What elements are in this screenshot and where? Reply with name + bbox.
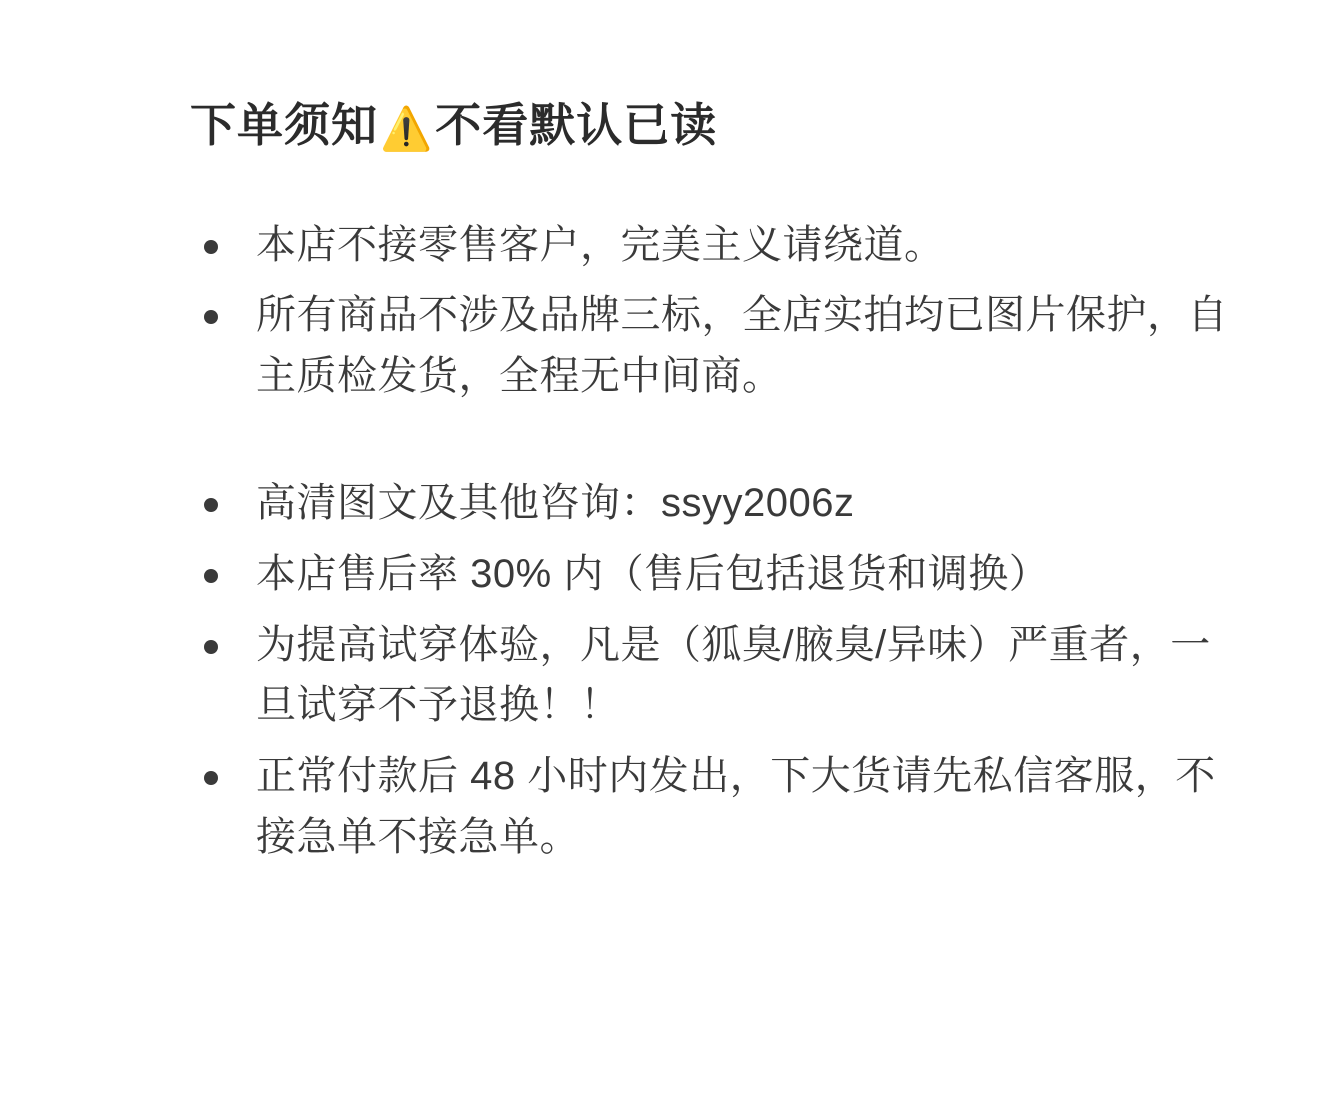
bullet-dot-icon	[204, 498, 218, 512]
list-item	[190, 544, 1240, 605]
section-divider	[190, 417, 1240, 473]
list-item	[190, 285, 1240, 407]
list-item	[190, 473, 1240, 534]
page-title	[190, 96, 1240, 157]
bullet-dot-icon	[204, 240, 218, 254]
bullet-dot-icon	[204, 640, 218, 654]
list-item-text: 本店售后率 30% 内（售后包括退货和调换）	[256, 551, 1050, 596]
list-item-text: 正常付款后 48 小时内发出，下大货请先私信客服，不接急单不接急单。	[256, 754, 1216, 859]
page-title-prefix: 下单须知	[190, 99, 378, 151]
list-item	[190, 615, 1240, 737]
notice-list-group-two	[190, 473, 1240, 868]
bullet-dot-icon	[204, 310, 218, 324]
list-item-text: 高清图文及其他咨询：ssyy2006z	[256, 480, 855, 525]
list-item-text: 本店不接零售客户，完美主义请绕道。	[256, 222, 945, 267]
list-item	[190, 746, 1240, 868]
notice-list-group-one	[190, 215, 1240, 407]
list-item-text: 为提高试穿体验，凡是（狐臭/腋臭/异味）严重者，一旦试穿不予退换！！	[256, 622, 1211, 728]
list-item	[190, 215, 1240, 276]
page-title-suffix: 不看默认已读	[435, 99, 718, 151]
bullet-dot-icon	[204, 569, 218, 583]
warning-icon: ⚠️	[380, 105, 434, 152]
list-item-text: 所有商品不涉及品牌三标，全店实拍均已图片保护，自主质检发货，全程无中间商。	[256, 293, 1228, 399]
bullet-dot-icon	[204, 771, 218, 785]
